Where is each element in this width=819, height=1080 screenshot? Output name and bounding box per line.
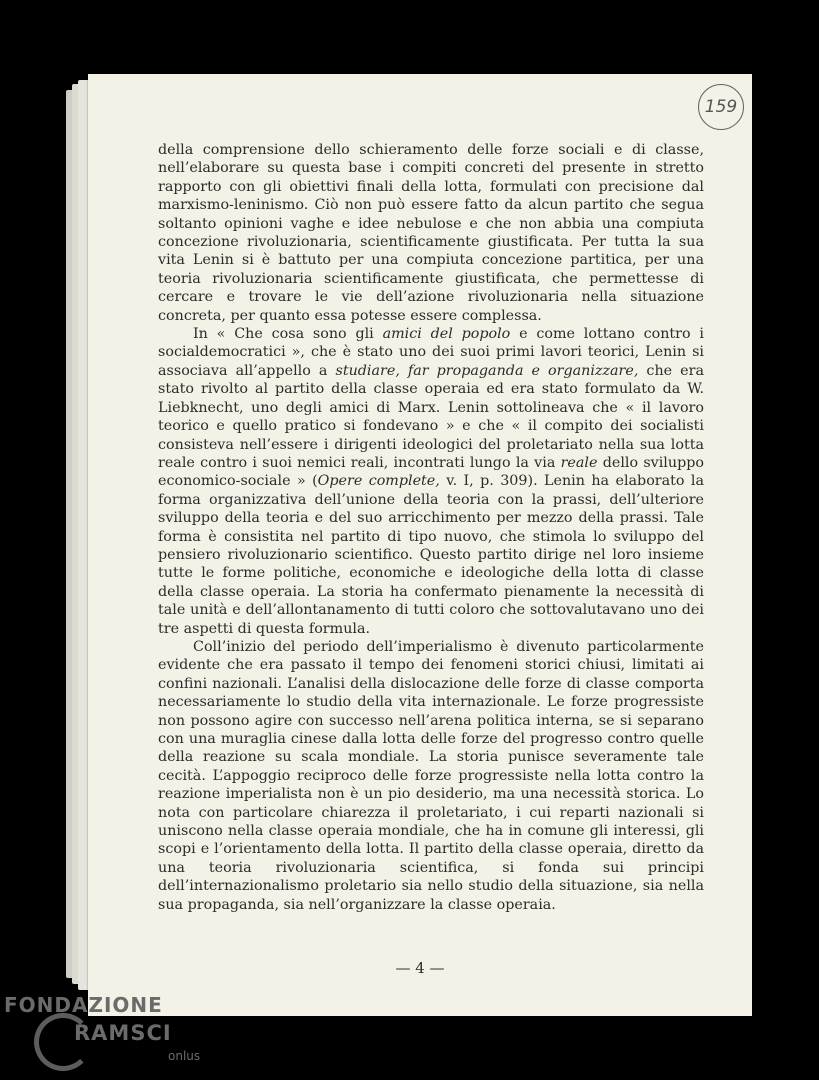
text-run: e come lottano contro i socialdemocratici », che è stato uno dei suoi primi lavori teorici, Lenin si associava all’appello a bbox=[158, 326, 704, 379]
paragraph bbox=[158, 325, 704, 638]
text-run: dello sviluppo economico-sociale » ( bbox=[158, 454, 704, 490]
text-run: v. I, p. 309). Lenin ha elaborato la forma organizzativa dell’unione della teoria con la prassi, dell’ulteriore sviluppo della teoria e del suo arricchimento per mezzo della prassi. Tale forma è consistita nel partito di tipo nuovo, che stimola lo sviluppo del pensiero rivoluzionario scientifico. Questo partito dirige nel loro insieme tutte le forme politiche, economiche e ideologiche della lotta di classe della classe operaia. La storia ha confermato pienamente la necessità di tale unità e dell’allontanamento di tutti coloro che sottovalutavano uno dei tre aspetti di questa formula. bbox=[158, 473, 704, 637]
italic-run: amici del popolo bbox=[382, 326, 511, 343]
logo-line-1: FONDAZIONE bbox=[4, 993, 163, 1017]
fondazione-gramsci-logo bbox=[4, 993, 234, 1073]
italic-run: studiare, far propaganda e organizzare, bbox=[335, 362, 639, 379]
page-number: — 4 — bbox=[395, 959, 445, 977]
text-run: della comprensione dello schieramento delle forze sociali e di classe, nell’elaborare su questa base i compiti concreti del presente in stretto rapporto con gli obiettivi finali della lotta, formulati con precisione dal marxismo-leninismo. Ciò non può essere fatto da alcun partito che segua soltanto opinioni vaghe e idee nebulose e che non abbia una compiuta concezione rivoluzionaria, scientificamente giustificata. Per tutta la sua vita Lenin si è battuto per una compiuta concezione partitica, per una teoria rivoluzionaria scientificamente giustificata, che permettesse di cercare e trovare le vie dell’azione rivoluzionaria nella situazione concreta, per quanto essa potesse essere complessa. bbox=[158, 142, 704, 324]
logo-line-2: RAMSCI bbox=[74, 1021, 172, 1045]
text-run: che era stato rivolto al partito della classe operaia ed era stato formulato da W. Liebknecht, uno degli amici di Marx. Lenin sottolineava che « il lavoro teorico e quello pratico si fondevano » e che « il compito dei socialisti consisteva nell’essere i dirigenti ideologici del proletariato nella sua lotta reale contro i suoi nemici reali, incontrati lungo la via bbox=[158, 362, 704, 471]
italic-run: reale bbox=[560, 454, 598, 471]
archive-stamp: 159 bbox=[698, 84, 744, 130]
body-text bbox=[158, 141, 704, 914]
paragraph bbox=[158, 638, 704, 914]
document-page bbox=[88, 74, 752, 1016]
italic-run: Opere complete, bbox=[317, 473, 440, 490]
paragraph bbox=[158, 141, 704, 325]
text-run: In « Che cosa sono gli bbox=[193, 326, 383, 343]
text-run: Coll’inizio del periodo dell’imperialismo è divenuto particolarmente evidente che era passato il tempo dei fenomeni storici chiusi, limitati ai confini nazionali. L’analisi della dislocazione delle forze di classe comporta necessariamente lo studio della vita internazionale. Le forze progressiste non possono agire con successo nell’arena politica interna, se si separano con una muraglia cinese dalla lotta delle forze del progresso contro quelle della reazione su scala mondiale. La storia punisce severamente tale cecità. L’appoggio reciproco delle forze progressiste nella lotta contro la reazione imperialista non è un pio desiderio, ma una necessità storica. Lo nota con particolare chiarezza il proletariato, i cui reparti nazionali si uniscono nella classe operaia mondiale, che ha in comune gli interessi, gli scopi e l’orientamento della lotta. Il partito della classe operaia, diretto da una teoria rivoluzionaria scientifica, si fonda sui principi dell’internazionalismo proletario sia nello studio della situazione, sia nella sua propaganda, sia nell’organizzare la classe operaia. bbox=[158, 638, 704, 913]
logo-line-3: onlus bbox=[168, 1049, 201, 1063]
